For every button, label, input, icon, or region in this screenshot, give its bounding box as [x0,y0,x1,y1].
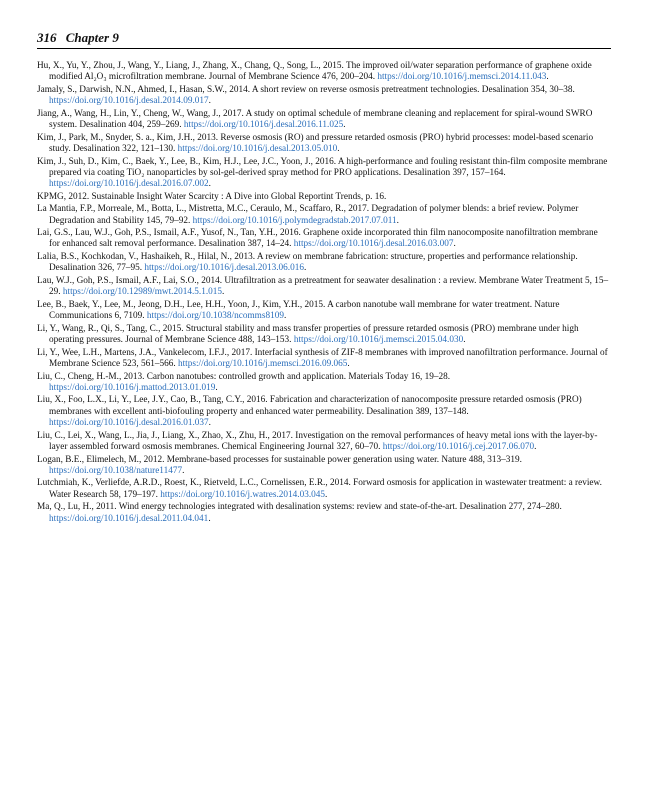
reference-end-period: . [343,120,346,131]
reference-end-period: . [325,489,328,500]
reference-text: Logan, B.E., Elimelech, M., 2012. Membrane-based processes for sustainable power generation using water. Nature 488, 313–319. [37,454,522,465]
reference-end-period: . [215,382,218,393]
doi-link[interactable]: https://doi.org/10.1016/j.polymdegradstab.2017.07.011 [192,215,397,226]
reference-entry [37,324,609,347]
reference-end-period: . [396,215,399,226]
reference-entry [37,348,609,371]
doi-link[interactable]: https://doi.org/10.1016/j.memsci.2016.09.065 [177,358,348,369]
reference-text: Lai, G.S., Lau, W.J., Goh, P.S., Ismail, A.F., Yusof, N., Tan, Y.H., 2016. Graphene oxide incorporated thin film nanocomposite nanofiltration membrane for enhanced salt removal performance. Desalination 387, 14–24. [37,228,598,250]
doi-link[interactable]: https://doi.org/10.1016/j.desal.2014.09.017 [49,96,209,107]
doi-link[interactable]: https://doi.org/10.1016/j.memsci.2015.04.030 [293,335,464,346]
reference-text: KPMG, 2012. Sustainable Insight Water Scarcity : A Dive into Global Reportint Trends, p. 16. [37,191,387,202]
doi-link[interactable]: https://doi.org/10.1016/j.cej.2017.06.070 [382,441,535,452]
reference-end-period: . [222,287,225,298]
reference-entry [37,395,609,429]
reference-entry [37,455,609,478]
doi-link[interactable]: https://doi.org/10.1016/j.desal.2016.01.037 [49,417,209,428]
chapter-title: Chapter 9 [65,30,119,45]
doi-link[interactable]: https://doi.org/10.1016/j.desal.2016.11.025 [183,120,344,131]
reference-list [37,61,609,526]
reference-entry [37,502,609,525]
reference-text: Liu, C., Cheng, H.-M., 2013. Carbon nanotubes: controlled growth and application. Materials Today 16, 19–28. [37,371,451,382]
reference-entry [37,372,609,395]
reference-entry [37,61,609,84]
reference-text: Lutchmiah, K., Verliefde, A.R.D., Roest, K., Rietveld, L.C., Cornelissen, E.R., 2014. Forward osmosis for application in wastewater treatment: a review. Water Research 58, 179–197. [37,478,602,500]
reference-text: Liu, X., Foo, L.X., Li, Y., Lee, J.Y., Cao, B., Tang, C.Y., 2016. Fabrication and characterization of nanocomposite pressure retarded osmosis (PRO) membranes with excellent anti-biofouling property and enhanced water permeability. Desalination 389, 137–148. [37,395,582,417]
doi-link[interactable]: https://doi.org/10.1016/j.watres.2014.03.045 [160,489,326,500]
reference-entry [37,133,609,156]
reference-entry [37,192,609,203]
doi-link[interactable]: https://doi.org/10.1038/ncomms8109 [146,311,284,322]
reference-end-period: . [534,441,537,452]
reference-text: La Mantia, F.P., Morreale, M., Botta, L., Mistretta, M.C., Ceraulo, M., Scaffaro, R., 2017. Degradation of polymer blends: a brief review. Polymer Degradation and Stability 145, 79–92. [37,204,579,226]
reference-end-period: . [208,96,211,107]
page-number: 316 [37,30,57,45]
reference-end-period: . [303,263,307,274]
reference-text: Lee, B., Baek, Y., Lee, M., Jeong, D.H., Lee, H.H., Yoon, J., Kim, Y.H., 2015. A carbon nanotube wall membrane for water treatment. Nature Communications 6, 7109. [37,299,560,322]
reference-entry [37,431,609,454]
reference-entry [37,109,609,132]
reference-text: Liu, C., Lei, X., Wang, L., Jia, J., Liang, X., Zhao, X., Zhu, H., 2017. Investigation on the removal performances of heavy metal ions with the layer-by-layer assembled forward osmosis membranes. Chemical Engineering Journal 327, 60–70. [37,430,598,452]
reference-text: Hu, X., Yu, Y., Zhou, J., Wang, Y., Liang, J., Zhang, X., Chang, Q., Song, L., 2015. The improved oil/water separation performance of graphene oxide modified Al₂O₃ microfiltration membrane. Journal of Membrane Science 476, 200–204. [37,61,592,83]
reference-end-period: . [283,311,287,322]
reference-end-period: . [208,417,211,428]
doi-link[interactable]: https://doi.org/10.1016/j.desal.2013.06.016 [144,263,304,274]
doi-link[interactable]: https://doi.org/10.1038/nature11477 [49,465,183,476]
reference-text: Kim, J., Park, M., Snyder, S. a., Kim, J.H., 2013. Reverse osmosis (RO) and pressure retarded osmosis (PRO) hybrid processes: model-based scenario study. Desalination 322, 121–130. [37,132,594,154]
reference-end-period: . [463,335,466,346]
reference-text: Li, Y., Wee, L.H., Martens, J.A., Vankelecom, I.F.J., 2017. Interfacial synthesis of ZIF-8 membranes with improved nanofiltration performance. Journal of Membrane Science 523, 561–566. [37,347,608,369]
doi-link[interactable]: https://doi.org/10.1016/j.desal.2016.07.002 [49,179,209,190]
reference-end-period: . [546,72,549,83]
reference-text: Lau, W.J., Goh, P.S., Ismail, A.F., Lai, S.O., 2014. Ultrafiltration as a pretreatment for seawater desalination : a review. Membrane Water Treatment 5, 15–29. [37,276,609,298]
running-header [37,30,611,49]
reference-text: Li, Y., Wang, R., Qi, S., Tang, C., 2015. Structural stability and mass transfer properties of pressure retarded osmosis (PRO) membrane under high operating pressures. Journal of Membrane Science 488, 143–153. [37,323,579,346]
reference-entry [37,157,609,191]
reference-text: Jiang, A., Wang, H., Lin, Y., Cheng, W., Wang, J., 2017. A study on optimal schedule of membrane cleaning and replacement for spiral-wound SWRO system. Desalination 404, 259–269. [37,108,593,131]
doi-link[interactable]: https://doi.org/10.1016/j.mattod.2013.01.019 [49,382,216,393]
doi-link[interactable]: https://doi.org/10.1016/j.desal.2011.04.041 [49,513,209,524]
reference-text: Kim, J., Suh, D., Kim, C., Baek, Y., Lee, B., Kim, H.J., Lee, J.C., Yoon, J., 2016. A high-performance and fouling resistant thin-film composite membrane prepared via coating TiO₂ nanoparticles by sol-gel-derived spray method for PRO applications. Desalination 397, 157–164. [37,156,608,178]
reference-entry [37,300,609,323]
doi-link[interactable]: https://doi.org/10.12989/mwt.2014.5.1.015 [62,287,223,298]
reference-text: Lalia, B.S., Kochkodan, V., Hashaikeh, R., Hilal, N., 2013. A review on membrane fabrication: structure, properties and performance relationship. Desalination 326, 77–95. [37,252,578,274]
reference-entry [37,85,609,108]
reference-text: Ma, Q., Lu, H., 2011. Wind energy technologies integrated with desalination systems: review and state-of-the-art. Desalination 277, 274–280. [37,502,562,513]
reference-entry [37,252,609,275]
reference-end-period: . [347,358,350,369]
reference-end-period: . [453,239,456,250]
reference-entry [37,276,609,299]
doi-link[interactable]: https://doi.org/10.1016/j.memsci.2014.11.043 [377,72,547,83]
doi-link[interactable]: https://doi.org/10.1016/j.desal.2013.05.010 [177,143,338,154]
reference-entry [37,204,609,227]
reference-text: Jamaly, S., Darwish, N.N., Ahmed, I., Hasan, S.W., 2014. A short review on reverse osmosis pretreatment technologies. Desalination 354, 30–38. [37,84,575,95]
reference-entry [37,228,609,251]
reference-entry [37,478,609,501]
reference-end-period: . [182,465,185,476]
reference-end-period: . [337,143,340,154]
reference-end-period: . [208,179,211,190]
doi-link[interactable]: https://doi.org/10.1016/j.desal.2016.03.007 [293,239,454,250]
reference-end-period: . [208,513,211,524]
